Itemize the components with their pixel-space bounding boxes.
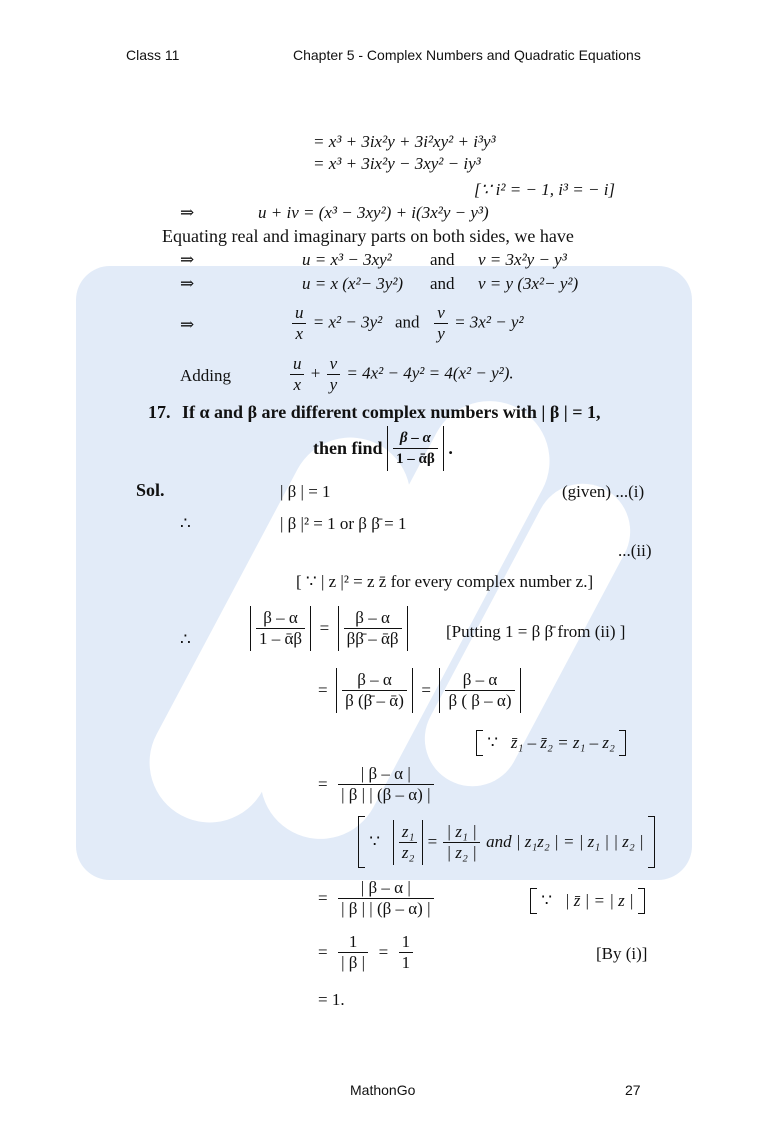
sol-eq-2-ref: ...(ii) (618, 541, 652, 560)
question-then-find: then find $\frac{\beta - \alpha}{\text{1 – ᾱβ}}$ . (313, 426, 453, 471)
eq-line-1: = x³ + 3ix²y + 3i²xy² + i³y³ (313, 132, 496, 151)
sol-frac-row-1: $\frac{\beta - \alpha}{\text{1 – ᾱβ}}$ = $\frac{\beta - \alpha}{\text{ββ̄ – ᾱβ}}$ (250, 606, 408, 651)
adding-label: Adding (180, 366, 231, 385)
eq-line-7: $\frac{u}{x}$ = x² − 3y² and $\frac{v}{y}$ = 3x² − y² (290, 303, 524, 344)
by-i-note: [By (i)] (596, 944, 648, 963)
sol-frac-row-2: = $\frac{\beta - \alpha}{\text{β (β̄ – ᾱ)}}$ = $\frac{\beta - \alpha}{\beta ( \beta - \alpha)}$ (318, 668, 521, 713)
eq-line-8: $\frac{u}{x}$ + $\frac{v}{y}$ = 4x² − 4y² = 4(x² − y²). (288, 354, 514, 395)
implies-arrow: ⇒ (180, 203, 195, 222)
question-abs-fraction: $\frac{\beta - \alpha}{\text{1 – ᾱβ}}$ (387, 426, 444, 471)
implies-arrow: ⇒ (180, 274, 195, 293)
sol-eq-3: [ ∵ | z |² = z z̄ for every complex number z.] (296, 572, 594, 591)
question-number: 17. (148, 402, 171, 422)
fraction-v-over-y: $\frac{v}{y}$ (327, 354, 341, 395)
eq-line-5b: v = 3x²y − y³ (478, 250, 567, 269)
sol-frac-row-4: = $\frac{| \beta - \alpha |}{| \beta | | (\beta - \alpha) |}$ (318, 878, 436, 919)
question-text: If α and β are different complex numbers with | β | = 1, (182, 402, 601, 422)
eq-line-6a: u = x (x²− 3y²) (302, 274, 404, 293)
eq-line-5a: u = x³ − 3xy² (302, 250, 392, 269)
fraction-u-over-x: $\frac{u}{x}$ (290, 354, 305, 395)
sol-label: Sol. (136, 480, 165, 500)
fraction-u-over-x: $\frac{u}{x}$ (292, 303, 307, 344)
and-word: and (430, 250, 455, 269)
conjugate-note-1: ∵ z̄₁ – z̄₂ = z₁ – z₂ (476, 730, 626, 756)
putting-note: [Putting 1 = β β̄ from (ii) ] (446, 622, 626, 641)
sol-frac-row-5: = $\frac{1}{| \beta |}$ = $\frac{1}{1}$ (318, 932, 415, 973)
sol-frac-row-3: = $\frac{| \beta - \alpha |}{| \beta | | (\beta - \alpha) |}$ (318, 764, 436, 805)
modulus-note: ∵ $\frac{\text{z₁}}{\text{z₂}}$ = $\frac{\text{| z₁ |}}{\text{| z₂ |}}$ and | z₁z₂ | = | z₁ | | z₂ | (358, 816, 655, 868)
equating-text: Equating real and imaginary parts on both sides, we have (162, 226, 574, 246)
sol-eq-1: | β | = 1 (280, 482, 331, 501)
therefore-symbol: ∴ (180, 514, 191, 533)
header-class: Class 11 (126, 47, 180, 63)
eq-line-2: = x³ + 3ix²y − 3xy² − iy³ (313, 154, 481, 173)
sol-eq-1-ref: (given) ...(i) (562, 482, 645, 501)
conjugate-note-2: ∵ | z̄ | = | z | (530, 888, 645, 914)
eq-line-6b: v = y (3x²− y²) (478, 274, 579, 293)
eq-line-4: u + iv = (x³ − 3xy²) + i(3x²y − y³) (258, 203, 489, 222)
fraction-v-over-y: $\frac{v}{y}$ (434, 303, 448, 344)
footer-brand: MathonGo (350, 1082, 416, 1098)
final-result: = 1. (318, 990, 345, 1009)
implies-arrow: ⇒ (180, 315, 195, 334)
sol-eq-2: | β |² = 1 or β β̄ = 1 (280, 514, 407, 533)
eq-line-3: [∵ i² = − 1, i³ = − i] (474, 180, 616, 199)
and-word: and (430, 274, 455, 293)
implies-arrow: ⇒ (180, 250, 195, 269)
therefore-symbol: ∴ (180, 630, 191, 649)
header-chapter: Chapter 5 - Complex Numbers and Quadratic Equations (293, 47, 641, 63)
page-number: 27 (625, 1082, 641, 1098)
